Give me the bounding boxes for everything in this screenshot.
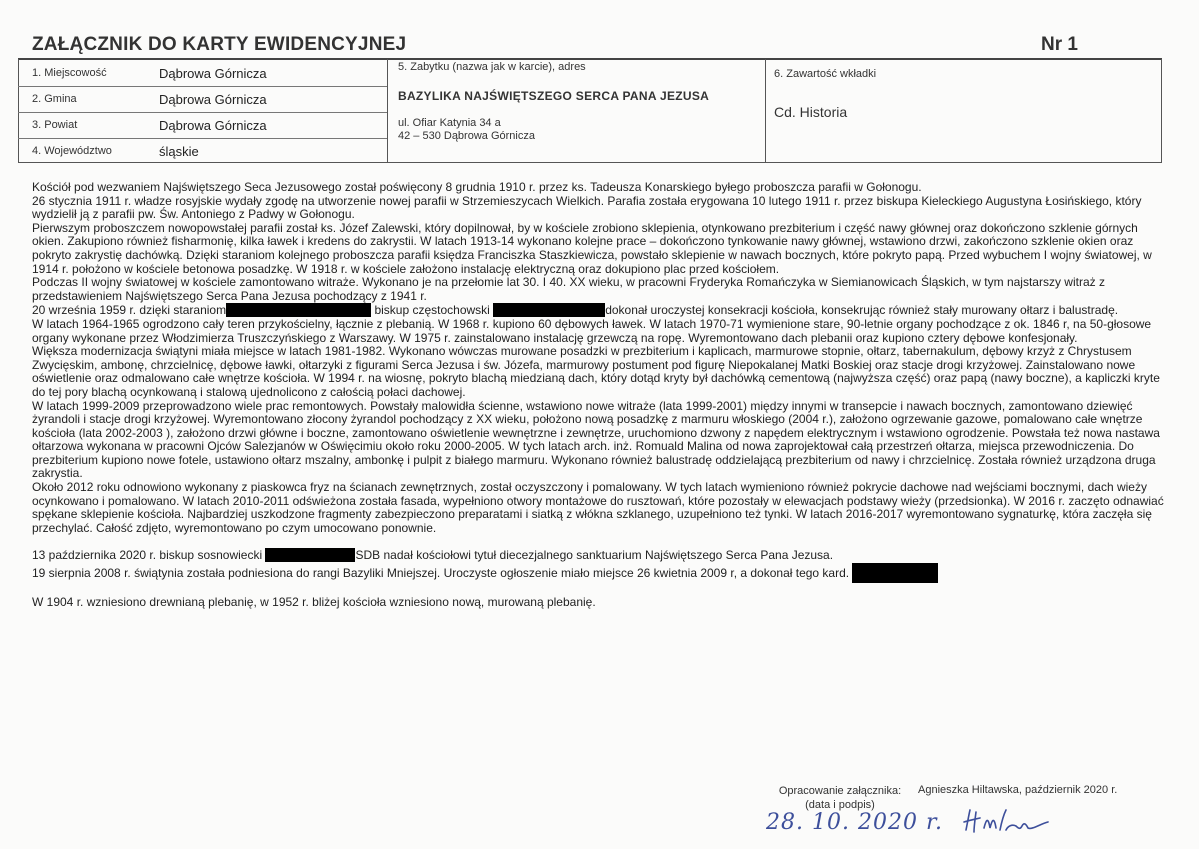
paragraph: W latach 1964-1965 ogrodzono cały teren przykościelny, łącznie z plebanią. W 1968 r. kupiono 60 dębowych ławek. W latach 1970-71 wymienione stare, 90-letnie organy pochodzące z ok. 1846 r, na 50-głosowe organy wykonane przez Włodzimierza Truszczyńskiego z Warszawy. W 1975 r. zainstalowano instalację grzewczą na ropę. Wyremontowano dach plebanii oraz kupiono cztery dębowe konfesjonały. — [32, 316, 1152, 345]
paragraph: Podczas II wojny światowej w kościele zamontowano witraże. Wykonano je na przełomie lat 30. I 40. XX wieku, w pracowni Fryderyka Romańczyka w Siemianowicach Śląskich, w tym najstarszy witraż z przedstawieniem Najświętszego Serca Pana Jezusa pochodzący z 1941 r. — [32, 275, 1105, 303]
row-divider — [18, 86, 387, 87]
spacer — [32, 535, 1167, 548]
table-bottom-rule — [18, 162, 1162, 163]
redaction-bar — [265, 548, 355, 562]
field-label-zawartosc: 6. Zawartość wkładki — [774, 68, 877, 80]
paragraph — [32, 563, 1167, 583]
paragraph: W latach 1999-2009 przeprowadzono wiele prac remontowych. Powstały malowidła ścienne, wstawiono nowe witraże (lata 1999-2001) między innymi w transepcie i nawach bocznych, zamontowano dziewięć żyrandoli i stacje drogi krzyżowej. Wyremontowano złocony żyrandol pochodzący z XX wieku, położono nową posadzkę z marmuru włoskiego (2004 r.), założono ogrzewanie gazowe, pomalowano całe wnętrze kościoła (lata 2002-2003 ), założono drzwi główne i boczne, zamontowano oświetlenie wewnętrzne i zewnętrze, uruchomiono dzwony z napędem elektrycznym i wstawiono ogrodzenie. Powstała też nowa nastawa ołtarzowa wykonana w pracowni Ojców Salezjanów w Oświęcimiu około roku 2000-2005. W tych latach arch. inż. Romuald Malina od nowa zaprojektował całą przestrzeń ołtarza, miejsca przewodniczenia. Do prezbiterium kupiono nowe fotele, ustawiono ołtarz mszalny, ambonkę i pulpit z białego marmuru. Wykonano również balustradę oddzielającą prezbiterium od nawy i chrzcielnicę. Została również urządzona druga zakrystia. — [32, 398, 1160, 481]
text-fragment: SDB nadał kościołowi tytuł diecezjalnego sanktuarium Najświętszego Serca Pana Jezusa. — [355, 548, 834, 563]
prepared-by-author: Agnieszka Hiltawska, październik 2020 r. — [918, 784, 1118, 796]
row-divider — [18, 138, 387, 139]
field-label-zabytek: 5. Zabytku (nazwa jak w karcie), adres — [398, 61, 586, 73]
paragraph: 26 stycznia 1911 r. władze rosyjskie wydały zgodę na utworzenie nowej parafii w Strzemieszycach Wielkich. Parafia została erygowana 10 lutego 1911 r. przez biskupa Kieleckiego Augustyna Łosińskiego, który wydzielił ją z parafii pw. Św. Antoniego z Padwy w Gołonogu. — [32, 193, 1142, 222]
paragraph — [32, 548, 1167, 563]
paragraph: W 1904 r. wzniesiono drewnianą plebanię, w 1952 r. bliżej kościoła wzniesiono nową, murowaną plebanię. — [32, 595, 596, 610]
row-divider — [18, 112, 387, 113]
monument-name: BAZYLIKA NAJŚWIĘTSZEGO SERCA PANA JEZUSA — [398, 89, 710, 103]
field-value-wojewodztwo: śląskie — [159, 144, 199, 159]
history-text — [32, 181, 1167, 610]
field-value-gmina: Dąbrowa Górnicza — [159, 92, 267, 107]
paragraph: Większa modernizacja świątyni miała miejsce w latach 1981-1982. Wykonano wówczas murowane posadzki w prezbiterium i kaplicach, marmurowe stopnie, ołtarz, tabernakulum, dębowy krzyż z Chrystusem Zwycięskim, ambonę, chrzcielnicę, dębowe ławki, ołtarzyki z figurami Serca Jezusa i św. Józefa, marmurowy postument pod figurę Niepokalanej Matki Boskiej oraz stacje drogi krzyżowej. Zainstalowano nowe oświetlenie oraz odmalowano całe wnętrze kościoła. W 1994 r. na wiosnę, pokryto blachą miedzianą dach, który dotąd kryty był dachówką cementową (najwyższa część) oraz papą (nawy boczne), a kapliczki kryte do tej pory blachą ocynkowaną i stalową ujednolicono z całością połaci dachowej. — [32, 344, 1160, 399]
prepared-by-label-line: Opracowanie załącznika: — [778, 785, 902, 797]
field-label-powiat: 3. Powiat — [32, 119, 78, 131]
text-fragment: biskup częstochowski — [374, 303, 490, 318]
document-title: ZAŁĄCZNIK DO KARTY EWIDENCYJNEJ — [32, 34, 407, 55]
paragraph: Pierwszym proboszczem nowopowstałej parafii został ks. Józef Zalewski, który dopilnował, by w kościele zrobiono sklepienia, otynkowano prezbiterium i część nawy głównej oraz dokończono szklenie górnych okien. Zakupiono również fisharmonię, kilka ławek i kredens do zakrystii. W latach 1913-14 wykonano kolejne prace – dokończono tynkowanie nawy głównej, wstawiono drzwi, zakończono szklenie okien oraz pokryto zakrystię dachówką. Dzięki staraniom kolejnego proboszcza parafii księdza Franciszka Staszkiewicza, powstało sklepienie w nawach bocznych, które pokryto papą. Przed wybuchem I wojny światowej, w 1914 r. położono w kościele betonowa posadzkę. W 1918 r. w kościele założono instalację elektryczną oraz dokupiono plac przed kościołem. — [32, 220, 1152, 276]
table-border-right — [1161, 59, 1162, 163]
redaction-bar — [226, 303, 371, 317]
address-line-2: 42 – 530 Dąbrowa Górnicza — [398, 130, 535, 142]
header-rule — [18, 58, 1162, 60]
field-label-gmina: 2. Gmina — [32, 93, 77, 105]
paragraph: Około 2012 roku odnowiono wykonany z piaskowca fryz na ścianach zewnętrznych, został oczyszczony i pomalowany. W tych latach wymieniono również pokrycie dachowe nad wejściami bocznymi, dach wieży ocynkowano i pomalowano. W latach 2010-2011 odświeżona została fasada, wypełniono otwory montażowe do rusztowań, które pozostały w elewacjach podstawy wieży (przedsionka). W 2016 r. zaczęto odnawiać spękane sklepienie kościoła. Najbardziej uszkodzone fragmenty zabezpieczono preparatami i siatką z włókna szklanego, uzupełniono też tynki. W latach 2016-2017 wyremontowano sygnaturkę, która zaczęła się przechylać. Całość zdjęto, wyremontowano po czym umocowano ponownie. — [32, 480, 1164, 535]
field-label-wojewodztwo: 4. Województwo — [32, 145, 112, 157]
field-value-powiat: Dąbrowa Górnicza — [159, 118, 267, 133]
field-value-zawartosc: Cd. Historia — [774, 104, 848, 120]
table-border-left — [18, 59, 19, 163]
address-line-1: ul. Ofiar Katynia 34 a — [398, 117, 501, 129]
document-number: Nr 1 — [1041, 34, 1078, 55]
table-divider-1 — [387, 59, 388, 163]
prepared-by-label-line: (data i podpis) — [805, 799, 875, 811]
text-fragment: 19 sierpnia 2008 r. świątynia została podniesiona do rangi Bazyliki Mniejszej. Uroczyste ogłoszenie miało miejsce 26 kwietnia 2009 r, a dokonał tego kard. — [32, 566, 850, 581]
field-value-miejscowosc: Dąbrowa Górnicza — [159, 66, 267, 81]
table-divider-2 — [765, 59, 766, 163]
signature — [960, 806, 1050, 838]
redaction-bar — [852, 563, 938, 583]
text-fragment: 20 września 1959 r. dzięki staraniom — [32, 303, 227, 318]
prepared-by-label — [775, 784, 905, 812]
handwritten-date: 28. 10. 2020 r. — [766, 810, 944, 835]
text-fragment: dokonał uroczystej konsekracji kościoła, konsekrując również stały murowany ołtarz i balustradę. — [605, 303, 1119, 318]
text-fragment: 13 października 2020 r. biskup sosnowiecki — [32, 548, 263, 563]
paragraph — [32, 303, 1167, 318]
redaction-bar — [493, 303, 605, 317]
field-label-miejscowosc: 1. Miejscowość — [32, 67, 107, 79]
paragraph: Kościół pod wezwaniem Najświętszego Seca Jezusowego został poświęcony 8 grudnia 1910 r. przez ks. Tadeusza Konarskiego byłego proboszcza parafii w Gołonogu. — [32, 180, 922, 194]
